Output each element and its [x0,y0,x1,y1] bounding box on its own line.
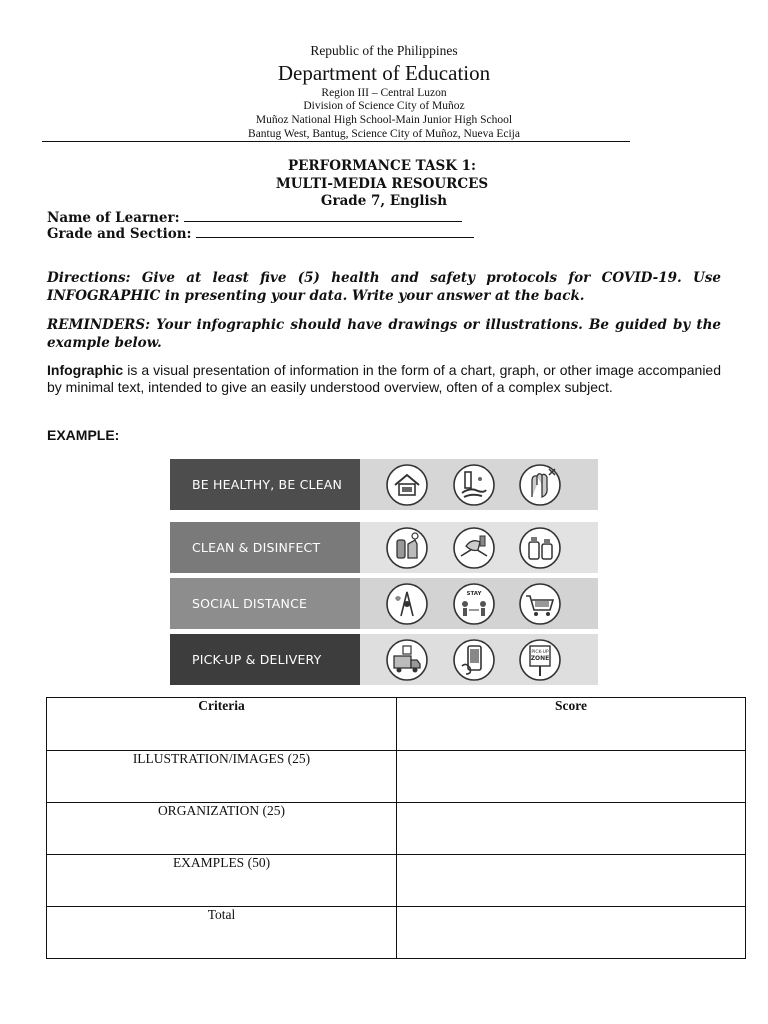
address-line: Bantug West, Bantug, Science City of Muñoz, Nueva Ecija [248,128,520,140]
example-infographic [170,459,598,687]
shopping-cart-icon [518,582,562,626]
row-label: BE HEALTHY, BE CLEAN [170,459,360,510]
definition-text: is a visual presentation of information in the form of a chart, graph, or other image accompanied by minimal text, intended to give an easily understood overview, often of a complex subject. [47,362,721,395]
department-heading: Department of Education [277,61,491,85]
reminders-text: REMINDERS: Your infographic should have drawings or illustrations. Be guided by the example below. [47,317,721,351]
task-title: PERFORMANCE TASK 1: [287,158,477,174]
task-grade: Grade 7, English [320,193,448,209]
row-icons [360,634,598,685]
cleaning-supplies-icon [385,526,429,570]
zone-text: ZONE [530,655,550,662]
division-line: Division of Science City of Muñoz [303,100,465,112]
stay-text: STAY [466,591,482,597]
rubric-table [46,697,746,959]
infographic-row-distance [170,578,598,629]
criteria-cell: EXAMPLES (50) [47,855,397,907]
criteria-header: Criteria [47,698,397,751]
learner-name-field [47,209,462,226]
score-cell[interactable] [397,907,746,959]
grade-section-label: Grade and Section: [47,226,192,242]
grade-section-blank[interactable] [196,225,474,238]
row-icons [360,522,598,573]
task-subtitle: MULTI-MEDIA RESOURCES [275,176,489,192]
wipe-surface-icon [452,526,496,570]
header-divider [42,141,630,142]
sanitizer-icon [518,526,562,570]
directions-text: Directions: Give at least five (5) health and safety protocols for COVID-19. Use INFOGRAPHIC in presenting your data. Write your answer at the back. [47,270,721,304]
infographic-row-clean [170,522,598,573]
grade-section-field [47,225,474,242]
pickup-zone-icon [518,638,562,682]
infographic-row-healthy [170,459,598,510]
infographic-definition [47,362,721,395]
row-label: PICK-UP & DELIVERY [170,634,360,685]
score-cell[interactable] [397,803,746,855]
row-icons [360,578,598,629]
learner-name-blank[interactable] [184,209,462,222]
example-label: EXAMPLE: [47,427,120,443]
row-label: CLEAN & DISINFECT [170,522,360,573]
no-touch-face-icon [518,463,562,507]
phone-order-icon [452,638,496,682]
wet-floor-sign-icon [385,582,429,626]
table-row [47,907,746,959]
home-icon [385,463,429,507]
pickup-text: PICK-UP [531,650,549,655]
score-header: Score [397,698,746,751]
table-row [47,855,746,907]
table-row [47,803,746,855]
school-line: Muñoz National High School-Main Junior High School [255,114,513,126]
score-cell[interactable] [397,855,746,907]
handwash-icon [452,463,496,507]
criteria-cell: ORGANIZATION (25) [47,803,397,855]
learner-name-label: Name of Learner: [47,210,180,226]
table-header-row [47,698,746,751]
table-row [47,751,746,803]
definition-term: Infographic [47,362,124,378]
infographic-row-pickup [170,634,598,685]
row-icons [360,459,598,510]
delivery-truck-icon [385,638,429,682]
score-cell[interactable] [397,751,746,803]
row-label: SOCIAL DISTANCE [170,578,360,629]
criteria-cell: Total [47,907,397,959]
republic-heading: Republic of the Philippines [310,43,458,58]
region-line: Region III – Central Luzon [321,87,447,99]
criteria-cell: ILLUSTRATION/IMAGES (25) [47,751,397,803]
stay-6ft-icon [452,582,496,626]
